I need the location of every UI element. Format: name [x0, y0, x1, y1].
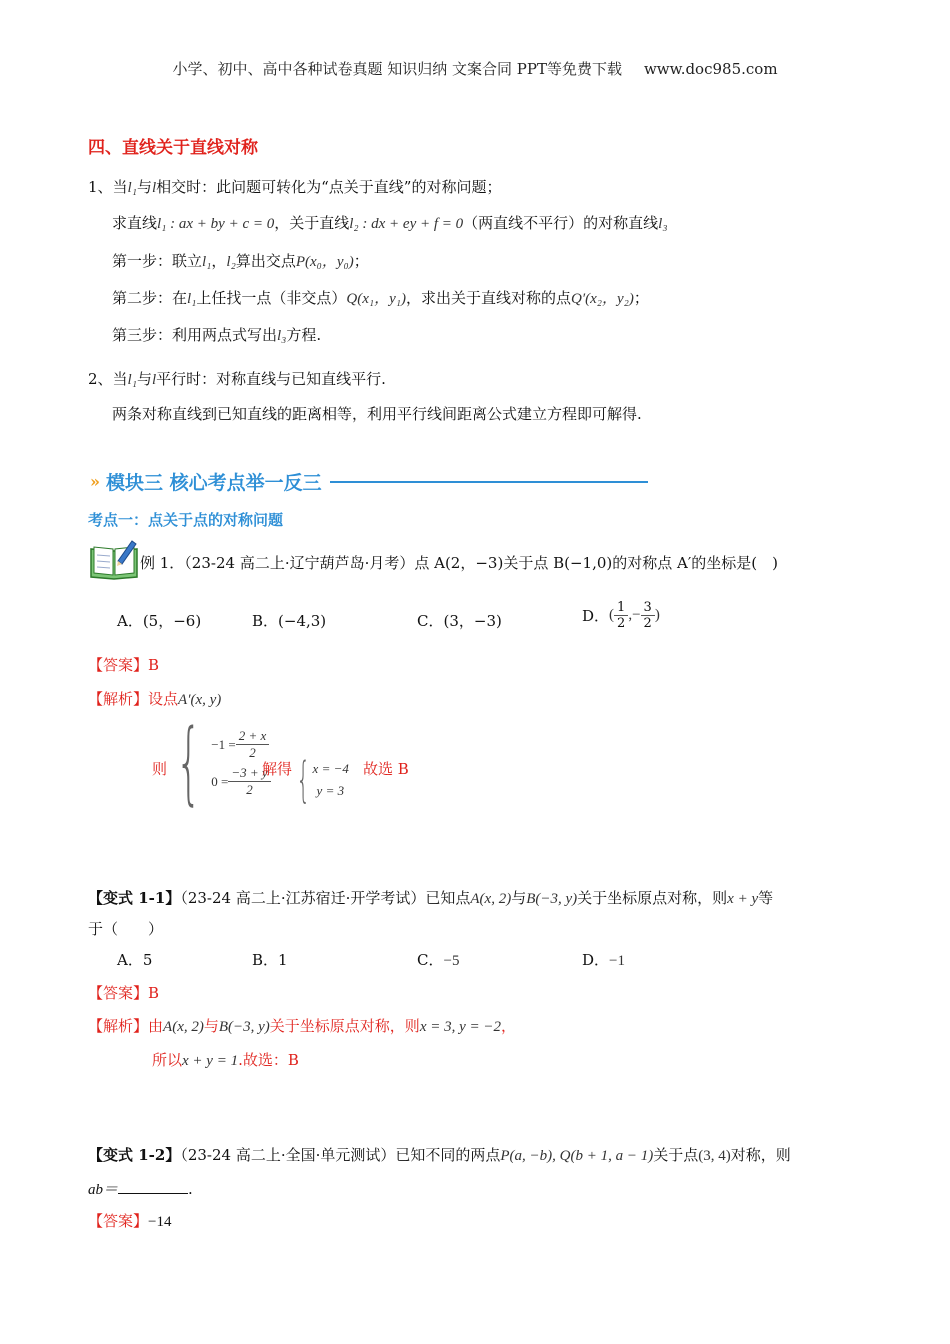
ex1-option-d: D． ( $\frac{1}{2}$ ,− $\frac{3}{2}$ )	[582, 600, 660, 631]
step-1: 第一步：联立l₁，l₂算出交点P(x₀，y₀)；	[112, 252, 369, 270]
example-1-question: 例 1．（23-24 高二上·辽宁葫芦岛·月考）点 A(2，−3)关于点 B(−1,0)的对称点 A′的坐标是( )	[140, 554, 778, 572]
ex1-option-a: A．(5，−6)	[117, 612, 202, 630]
v11-question: 【变式 1-1】（23-24 高二上·江苏宿迁·开学考试）已知点A(x, 2)与B(−3, y)关于坐标原点对称，则x + y等	[88, 889, 774, 907]
v11-option-d: D．−1	[582, 951, 625, 969]
v12-question: 【变式 1-2】（23-24 高二上·全国·单元测试）已知不同的两点P(a, −b), Q(b + 1, a − 1)关于点(3, 4)对称，则	[88, 1146, 791, 1164]
v11-option-a: A．5	[117, 951, 153, 969]
item1-lead: 1、当l₁与l相交时：此问题可转化为“点关于直线”的对称问题；	[88, 178, 502, 196]
item2-text: 两条对称直线到已知直线的距离相等，利用平行线间距离公式建立方程即可解得.	[112, 405, 642, 423]
page-header	[0, 58, 950, 79]
v11-option-b: B．1	[252, 951, 288, 969]
ex1-guxuan: 故选 B	[363, 760, 409, 778]
ex1-ze: 则	[152, 760, 168, 778]
v12-answer: 【答案】−14	[88, 1212, 172, 1230]
module-title: 模块三 核心考点举一反三	[106, 472, 322, 494]
double-chevron-icon: »	[90, 472, 100, 491]
step-2: 第二步：在l₁上任找一点（非交点）Q(x₁，y₁)，求出关于直线对称的点Q′(x₂，y₂)；	[112, 289, 649, 307]
header-title: 小学、初中、高中各种试卷真题 知识归纳 文案合同 PPT等免费下载	[172, 60, 622, 78]
book-pencil-icon	[88, 537, 140, 581]
v11-question-cont: 于（ ）	[88, 920, 164, 938]
module-banner	[90, 468, 648, 495]
ex1-option-c: C．(3，−3)	[417, 612, 502, 630]
v11-analysis: 【解析】由A(x, 2)与B(−3, y)关于坐标原点对称，则x = 3, y = −2，	[88, 1017, 517, 1035]
v12-question-cont: ab＝ .	[88, 1180, 193, 1198]
ex1-equation-system: { −1 = $\frac{2 + x}{2}$ 0 = $\frac{-3 + y}{2}$	[166, 718, 271, 808]
section-title: 四、直线关于直线对称	[88, 138, 258, 158]
answer-blank[interactable]	[118, 1193, 188, 1194]
header-url[interactable]: www.doc985.com	[643, 60, 778, 78]
v11-analysis-cont: 所以x + y = 1.故选：B	[152, 1051, 299, 1069]
ex1-option-b: B．(−4,3)	[252, 612, 327, 630]
v11-option-c: C．−5	[417, 951, 460, 969]
module-divider	[330, 481, 648, 483]
ex1-solution: { x = −4 y = 3	[296, 752, 349, 808]
kaodian-title: 考点一：点关于点的对称问题	[88, 511, 284, 529]
step-3: 第三步：利用两点式写出l₃方程.	[112, 326, 322, 344]
ex1-analysis: 【解析】设点A′(x, y)	[88, 690, 222, 708]
ex1-jiede: 解得	[262, 760, 293, 778]
item2-lead: 2、当l₁与l平行时：对称直线与已知直线平行.	[88, 370, 386, 388]
ex1-answer: 【答案】B	[88, 656, 160, 674]
item1-equation-line: 求直线l₁ : ax + by + c = 0，关于直线l₂ : dx + ey + f = 0（两直线不平行）的对称直线l₃	[112, 214, 668, 232]
v11-answer: 【答案】B	[88, 984, 160, 1002]
